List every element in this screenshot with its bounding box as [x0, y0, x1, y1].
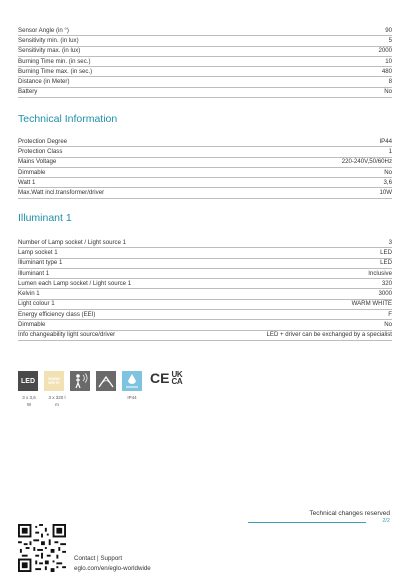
technical-spec-table — [18, 137, 392, 199]
table-row — [18, 269, 392, 279]
row-value: 5 — [388, 36, 392, 44]
row-value: LED — [380, 248, 392, 256]
ip44-label: IP44 — [127, 395, 137, 400]
row-value: 220-240V,50/60Hz — [341, 158, 392, 166]
table-row — [18, 147, 392, 157]
row-value: 2000 — [378, 47, 392, 55]
illuminant-spec-table — [18, 238, 392, 341]
footer-divider — [248, 522, 366, 523]
motion-sensor-icon — [70, 371, 90, 391]
table-row — [18, 137, 392, 147]
row-value: 3 — [388, 238, 392, 246]
row-value: No — [384, 168, 392, 176]
row-label: Battery — [18, 88, 38, 96]
row-value: WARM WHITE — [351, 300, 392, 308]
technical-changes-note: Technical changes reserved — [309, 510, 390, 517]
table-row — [18, 67, 392, 77]
row-label: Protection Degree — [18, 137, 68, 145]
table-row — [18, 279, 392, 289]
row-value: 3,6 — [383, 178, 392, 186]
illuminant-heading: Illuminant 1 — [18, 212, 72, 224]
row-value: IP44 — [379, 137, 392, 145]
ce-mark-icon: CE — [150, 370, 170, 386]
row-label: Burning Time max. (in sec.) — [18, 67, 93, 75]
row-label: Sensitivity max. (in lux) — [18, 47, 81, 55]
table-row — [18, 238, 392, 248]
row-value: No — [384, 321, 392, 329]
table-row — [18, 248, 392, 258]
row-label: Kelvin 1 — [18, 290, 40, 298]
row-label: Distance (in Meter) — [18, 78, 70, 86]
contact-block — [74, 554, 151, 573]
row-label: Light colour 1 — [18, 300, 55, 308]
table-row — [18, 26, 392, 36]
row-label: Sensitivity min. (in lux) — [18, 36, 79, 44]
row-value: 480 — [381, 67, 392, 75]
table-row — [18, 88, 392, 98]
row-value: 90 — [385, 26, 392, 34]
row-label: Mains Voltage — [18, 158, 57, 166]
row-label: Lumen each Lamp socket / Light source 1 — [18, 279, 132, 287]
row-value: 320 — [381, 279, 392, 287]
table-row — [18, 331, 392, 341]
page-number: 2/2 — [382, 518, 390, 524]
table-row — [18, 178, 392, 188]
qr-code-icon[interactable] — [18, 524, 66, 572]
row-value: 1 — [388, 147, 392, 155]
row-label: Lamp socket 1 — [18, 248, 58, 256]
table-row — [18, 57, 392, 67]
row-label: Energy efficiency class (EEI) — [18, 310, 96, 318]
sensor-angle-icon — [96, 371, 116, 391]
table-row — [18, 77, 392, 87]
row-value: Inclusive — [368, 269, 392, 277]
led-icon: LED — [18, 371, 38, 391]
table-row — [18, 47, 392, 57]
row-value: LED + driver can be exchanged by a specialist — [266, 331, 392, 339]
feature-icons — [18, 371, 185, 391]
table-row — [18, 289, 392, 299]
certification-marks — [150, 371, 185, 385]
row-value: F — [388, 310, 392, 318]
row-label: Number of Lamp socket / Light source 1 — [18, 238, 127, 246]
table-row — [18, 310, 392, 320]
row-value: 8 — [388, 78, 392, 86]
row-value: No — [384, 88, 392, 96]
row-value: LED — [380, 259, 392, 267]
row-label: Illuminant type 1 — [18, 259, 63, 267]
row-label: Illuminant 1 — [18, 269, 50, 277]
watt-label: 3 x 3,6 W — [22, 395, 36, 407]
technical-information-heading: Technical Information — [18, 113, 118, 125]
table-row — [18, 168, 392, 178]
row-label: Protection Class — [18, 147, 63, 155]
row-label: Dimmable — [18, 168, 46, 176]
table-row — [18, 188, 392, 198]
row-label: Max.Watt incl.transformer/driver — [18, 189, 105, 197]
ukca-mark-icon: UK CA — [171, 370, 183, 386]
contact-support-title: Contact | Support — [74, 555, 123, 562]
row-label: Burning Time min. (in sec.) — [18, 57, 91, 65]
sensor-spec-table — [18, 26, 392, 98]
contact-url-link[interactable]: eglo.com/en/eglo-worldwide — [74, 564, 151, 572]
table-row — [18, 259, 392, 269]
ip44-water-icon — [122, 371, 142, 391]
row-value: 10 — [385, 57, 392, 65]
row-value: 3000 — [378, 290, 392, 298]
table-row — [18, 300, 392, 310]
row-label: Watt 1 — [18, 178, 36, 186]
row-value: 10W — [379, 189, 392, 197]
table-row — [18, 36, 392, 46]
row-label: Dimmable — [18, 321, 46, 329]
row-label: Info changeability light source/driver — [18, 331, 116, 339]
warm-white-icon: WARM WHITE — [44, 371, 64, 391]
table-row — [18, 158, 392, 168]
lumen-label: 3 x 320 l m — [48, 395, 66, 407]
row-label: Sensor Angle (in °) — [18, 26, 69, 34]
table-row — [18, 320, 392, 330]
